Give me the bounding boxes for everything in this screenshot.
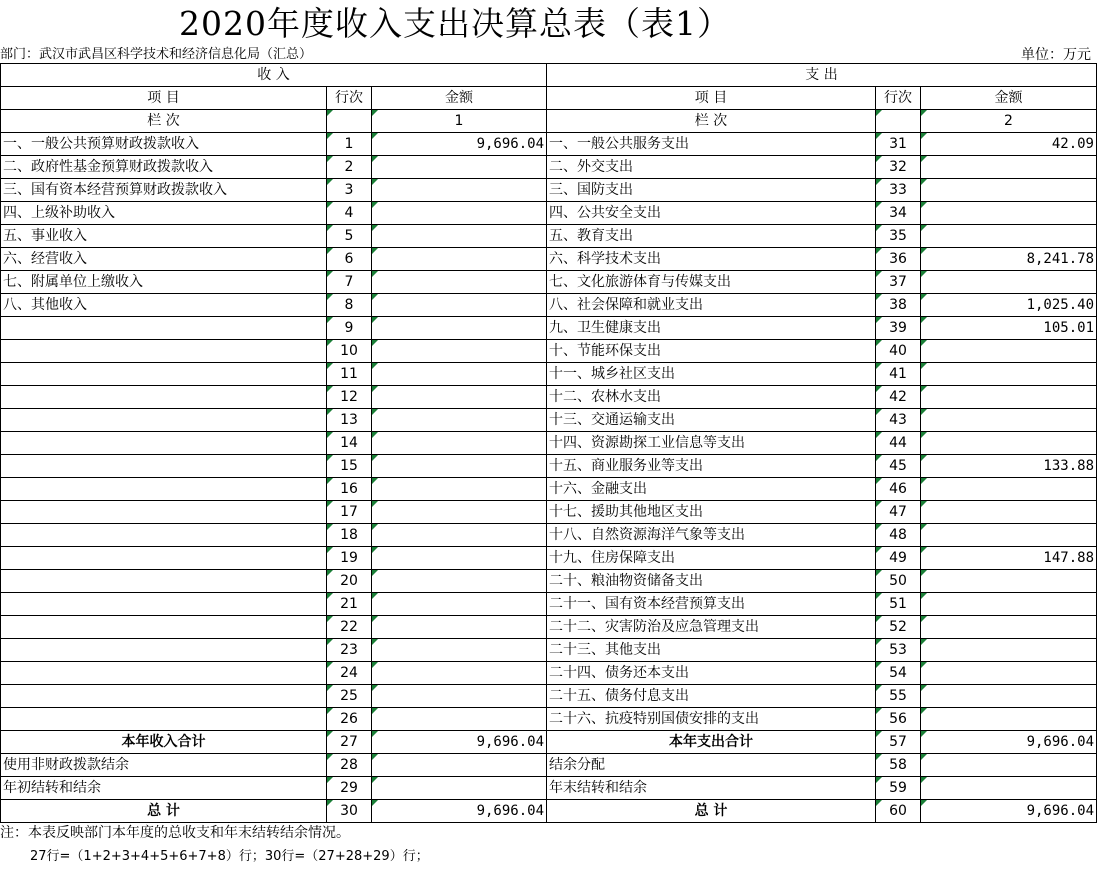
income-row-number: 24 [327,662,372,685]
income-row-number: 21 [327,593,372,616]
expense-row-number: 49 [876,547,921,570]
expense-amount [921,363,1097,386]
income-row-number: 3 [327,179,372,202]
table-row [1,248,1097,271]
expense-amount: 8,241.78 [921,248,1097,271]
expense-item: 五、教育支出 [547,225,876,248]
expense-amount [921,409,1097,432]
total-row [1,777,1097,800]
income-item [1,317,327,340]
expense-row-number: 41 [876,363,921,386]
income-row-number: 18 [327,524,372,547]
income-amount [372,501,547,524]
total-row [1,800,1097,823]
income-amount [372,754,547,777]
expense-amount [921,225,1097,248]
table-row [1,662,1097,685]
table-row [1,409,1097,432]
expense-item: 二、外交支出 [547,156,876,179]
expense-item: 二十二、灾害防治及应急管理支出 [547,616,876,639]
income-item: 五、事业收入 [1,225,327,248]
income-amount [372,524,547,547]
income-row-number: 28 [327,754,372,777]
expense-row-number: 53 [876,639,921,662]
department-label: 部门：武汉市武昌区科学技术和经济信息化局（汇总） [0,47,313,62]
income-item [1,593,327,616]
income-item [1,455,327,478]
table-row [1,547,1097,570]
income-amount [372,616,547,639]
expense-item: 十八、自然资源海洋气象等支出 [547,524,876,547]
income-item [1,616,327,639]
income-row-number: 23 [327,639,372,662]
income-amount [372,179,547,202]
expense-amount [921,478,1097,501]
expense-amount [921,754,1097,777]
table-row [1,271,1097,294]
expense-amount [921,524,1097,547]
income-row-number: 15 [327,455,372,478]
expense-row-number: 51 [876,593,921,616]
table-row [1,386,1097,409]
expense-item: 十三、交通运输支出 [547,409,876,432]
income-amount [372,685,547,708]
income-item: 二、政府性基金预算财政拨款收入 [1,156,327,179]
expense-item: 总 计 [547,800,876,823]
income-item [1,685,327,708]
income-amount [372,156,547,179]
income-amount [372,777,547,800]
income-amount [372,271,547,294]
expense-row-number: 47 [876,501,921,524]
expense-column-number: 2 [921,110,1097,133]
page-title: 2020年度收入支出决算总表（表1） [179,4,731,43]
expense-row-number: 44 [876,432,921,455]
income-item [1,409,327,432]
expense-amount [921,570,1097,593]
table-row [1,685,1097,708]
header-row-group [1,64,1097,87]
table-row [1,570,1097,593]
expense-amount: 9,696.04 [921,731,1097,754]
header-row-columns [1,87,1097,110]
table-row [1,133,1097,156]
income-item: 本年收入合计 [1,731,327,754]
expense-amount [921,777,1097,800]
note-line-1: 注：本表反映部门本年度的总收支和年末结转结余情况。 [0,825,350,841]
income-row-number: 9 [327,317,372,340]
table-row [1,616,1097,639]
income-amount [372,662,547,685]
expense-amount: 133.88 [921,455,1097,478]
income-item: 年初结转和结余 [1,777,327,800]
income-column-number: 1 [372,110,547,133]
income-amount [372,294,547,317]
header-row-column-index [1,110,1097,133]
expense-amount: 147.88 [921,547,1097,570]
expense-amount: 1,025.40 [921,294,1097,317]
income-row-number: 20 [327,570,372,593]
expense-row-number: 37 [876,271,921,294]
income-item [1,501,327,524]
expense-item: 十六、金融支出 [547,478,876,501]
expense-row-number: 54 [876,662,921,685]
income-amount [372,202,547,225]
income-item-header: 项 目 [1,87,327,110]
income-item: 使用非财政拨款结余 [1,754,327,777]
income-item [1,432,327,455]
table-row [1,179,1097,202]
expense-amount-header: 金额 [921,87,1097,110]
income-amount [372,639,547,662]
expense-row-number: 42 [876,386,921,409]
expense-amount: 9,696.04 [921,800,1097,823]
income-row-number: 30 [327,800,372,823]
table-row [1,593,1097,616]
income-row-number: 10 [327,340,372,363]
income-row-number: 14 [327,432,372,455]
income-row-number: 27 [327,731,372,754]
total-row [1,731,1097,754]
income-item [1,363,327,386]
income-row-number: 6 [327,248,372,271]
income-row-number: 2 [327,156,372,179]
expense-row-number: 32 [876,156,921,179]
income-rowno-header: 行次 [327,87,372,110]
table-row [1,708,1097,731]
expense-item: 十一、城乡社区支出 [547,363,876,386]
expense-amount [921,340,1097,363]
income-row-number: 1 [327,133,372,156]
expense-row-number: 35 [876,225,921,248]
income-row-number: 25 [327,685,372,708]
income-row-number: 8 [327,294,372,317]
expense-item: 本年支出合计 [547,731,876,754]
expense-row-number: 52 [876,616,921,639]
expense-row-number: 33 [876,179,921,202]
income-amount [372,708,547,731]
table-row [1,432,1097,455]
table-row [1,294,1097,317]
expense-amount [921,271,1097,294]
expense-amount [921,501,1097,524]
income-amount: 9,696.04 [372,800,547,823]
income-item [1,547,327,570]
table-row [1,202,1097,225]
expense-item: 十五、商业服务业等支出 [547,455,876,478]
income-item: 六、经营收入 [1,248,327,271]
income-item: 总 计 [1,800,327,823]
expense-row-number: 34 [876,202,921,225]
income-amount [372,455,547,478]
income-amount [372,547,547,570]
unit-label: 单位：万元 [1021,47,1091,63]
table-row [1,225,1097,248]
expense-amount [921,386,1097,409]
expense-item: 十四、资源勘探工业信息等支出 [547,432,876,455]
income-amount [372,570,547,593]
table-row [1,501,1097,524]
income-amount [372,386,547,409]
expense-item: 十、节能环保支出 [547,340,876,363]
expense-row-number: 43 [876,409,921,432]
table-row [1,156,1097,179]
expense-item: 一、一般公共服务支出 [547,133,876,156]
expense-row-number: 39 [876,317,921,340]
table-row [1,363,1097,386]
income-item [1,570,327,593]
income-row-number: 26 [327,708,372,731]
expense-row-number: 38 [876,294,921,317]
income-row-number: 11 [327,363,372,386]
expense-column-blank [876,110,921,133]
expense-amount [921,639,1097,662]
expense-row-number: 58 [876,754,921,777]
expense-item: 四、公共安全支出 [547,202,876,225]
expense-row-number: 60 [876,800,921,823]
income-amount [372,432,547,455]
expense-item: 结余分配 [547,754,876,777]
expense-amount [921,156,1097,179]
budget-table [0,63,1097,823]
expense-item: 九、卫生健康支出 [547,317,876,340]
expense-item: 二十五、债务付息支出 [547,685,876,708]
income-column-blank [327,110,372,133]
note-line-2: 27行=（1+2+3+4+5+6+7+8）行；30行=（27+28+29）行； [30,849,429,864]
income-amount-header: 金额 [372,87,547,110]
expense-amount: 105.01 [921,317,1097,340]
expense-row-number: 55 [876,685,921,708]
income-item [1,708,327,731]
table-row [1,317,1097,340]
expense-amount: 42.09 [921,133,1097,156]
table-row [1,524,1097,547]
expense-row-number: 48 [876,524,921,547]
expense-item: 三、国防支出 [547,179,876,202]
expense-item: 二十四、债务还本支出 [547,662,876,685]
income-item [1,340,327,363]
expense-row-number: 46 [876,478,921,501]
income-group-header: 收 入 [1,64,547,87]
table-row [1,478,1097,501]
total-row [1,754,1097,777]
expense-amount [921,685,1097,708]
income-amount [372,225,547,248]
expense-row-number: 45 [876,455,921,478]
income-row-number: 12 [327,386,372,409]
income-row-number: 13 [327,409,372,432]
income-item [1,639,327,662]
expense-row-number: 50 [876,570,921,593]
income-amount [372,248,547,271]
income-item [1,386,327,409]
income-amount: 9,696.04 [372,133,547,156]
income-row-number: 22 [327,616,372,639]
income-row-number: 4 [327,202,372,225]
income-item: 四、上级补助收入 [1,202,327,225]
income-row-number: 19 [327,547,372,570]
income-item: 八、其他收入 [1,294,327,317]
income-item [1,662,327,685]
income-amount [372,340,547,363]
income-amount [372,317,547,340]
expense-row-number: 36 [876,248,921,271]
income-item: 七、附属单位上缴收入 [1,271,327,294]
expense-item: 二十六、抗疫特别国债安排的支出 [547,708,876,731]
expense-amount [921,593,1097,616]
expense-item: 二十一、国有资本经营预算支出 [547,593,876,616]
expense-amount [921,616,1097,639]
expense-amount [921,179,1097,202]
expense-item: 年末结转和结余 [547,777,876,800]
expense-row-number: 59 [876,777,921,800]
income-amount [372,593,547,616]
income-row-number: 16 [327,478,372,501]
expense-row-number: 56 [876,708,921,731]
income-amount [372,409,547,432]
expense-item: 二十三、其他支出 [547,639,876,662]
income-item [1,478,327,501]
expense-amount [921,708,1097,731]
income-item [1,524,327,547]
income-amount [372,478,547,501]
table-row [1,340,1097,363]
income-row-number: 29 [327,777,372,800]
expense-group-header: 支 出 [547,64,1097,87]
income-column-label: 栏 次 [1,110,327,133]
expense-column-label: 栏 次 [547,110,876,133]
expense-item-header: 项 目 [547,87,876,110]
income-item: 三、国有资本经营预算财政拨款收入 [1,179,327,202]
expense-amount [921,662,1097,685]
expense-item: 十九、住房保障支出 [547,547,876,570]
expense-item: 十七、援助其他地区支出 [547,501,876,524]
income-amount [372,363,547,386]
expense-item: 十二、农林水支出 [547,386,876,409]
income-amount: 9,696.04 [372,731,547,754]
table-row [1,455,1097,478]
expense-item: 六、科学技术支出 [547,248,876,271]
expense-amount [921,202,1097,225]
expense-row-number: 40 [876,340,921,363]
income-row-number: 5 [327,225,372,248]
income-row-number: 7 [327,271,372,294]
expense-row-number: 57 [876,731,921,754]
expense-rowno-header: 行次 [876,87,921,110]
expense-item: 八、社会保障和就业支出 [547,294,876,317]
expense-row-number: 31 [876,133,921,156]
expense-amount [921,432,1097,455]
table-row [1,639,1097,662]
expense-item: 七、文化旅游体育与传媒支出 [547,271,876,294]
income-row-number: 17 [327,501,372,524]
expense-item: 二十、粮油物资储备支出 [547,570,876,593]
income-item: 一、一般公共预算财政拨款收入 [1,133,327,156]
